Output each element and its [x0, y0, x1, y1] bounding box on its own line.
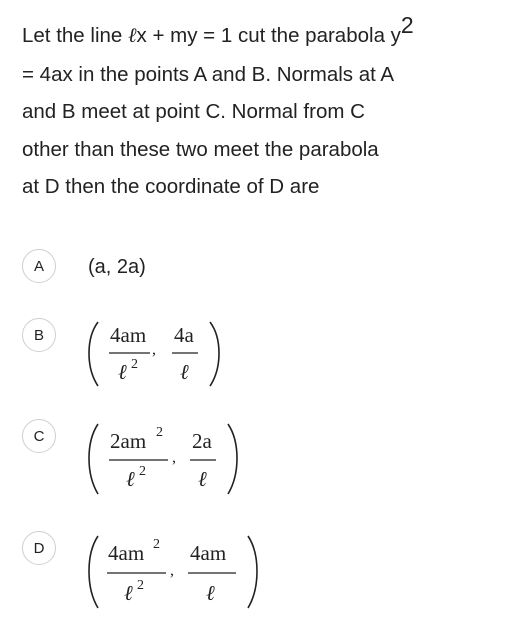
numerator-1: 4am [108, 541, 145, 565]
question-line-1 [22, 12, 502, 56]
option-a-badge[interactable] [22, 249, 56, 283]
question-line-3: and B meet at point C. Normal from C [22, 100, 365, 123]
numerator-2: 4a [174, 323, 194, 347]
comma: , [172, 449, 176, 466]
numerator-1: 4am [110, 323, 147, 347]
numerator-2: 2a [192, 429, 212, 453]
numerator-1-exponent: 2 [153, 537, 160, 552]
option-b-badge[interactable] [22, 318, 56, 352]
denominator-1: ℓ [124, 581, 133, 605]
denominator-2: ℓ [198, 467, 207, 491]
numerator-1: 2am [110, 429, 147, 453]
option-d-badge[interactable] [22, 531, 56, 565]
option-b-expression[interactable] [86, 316, 236, 394]
comma: , [152, 341, 156, 358]
denominator-1: ℓ [118, 360, 127, 384]
question-line-2: = 4ax in the points A and B. Normals at A [22, 62, 395, 86]
denominator-1-exponent: 2 [137, 578, 144, 593]
option-c-expression[interactable] [86, 418, 246, 500]
option-letter: B [33, 326, 44, 344]
question-text-part: x + my = 1 cut the parabola y [136, 24, 401, 47]
ell-symbol: ℓ [128, 25, 137, 47]
denominator-2: ℓ [180, 360, 189, 384]
option-c-badge[interactable] [22, 419, 56, 453]
question-text-part: Let the line [22, 24, 128, 47]
option-a-text[interactable]: (a, 2a) [88, 256, 146, 278]
question-line-5: at D then the coordinate of D are [22, 175, 320, 198]
option-d-expression[interactable] [86, 530, 266, 614]
denominator-2: ℓ [206, 581, 215, 605]
denominator-1: ℓ [126, 467, 135, 491]
denominator-1-exponent: 2 [131, 357, 138, 372]
option-letter: A [33, 257, 44, 275]
question-line-4: other than these two meet the parabola [22, 137, 379, 161]
option-letter: C [33, 427, 45, 445]
superscript: 2 [400, 12, 414, 38]
question-text [22, 12, 502, 206]
option-letter: D [33, 539, 45, 557]
numerator-1-exponent: 2 [156, 425, 163, 440]
numerator-2: 4am [190, 541, 227, 565]
denominator-1-exponent: 2 [139, 464, 146, 479]
comma: , [170, 562, 174, 579]
